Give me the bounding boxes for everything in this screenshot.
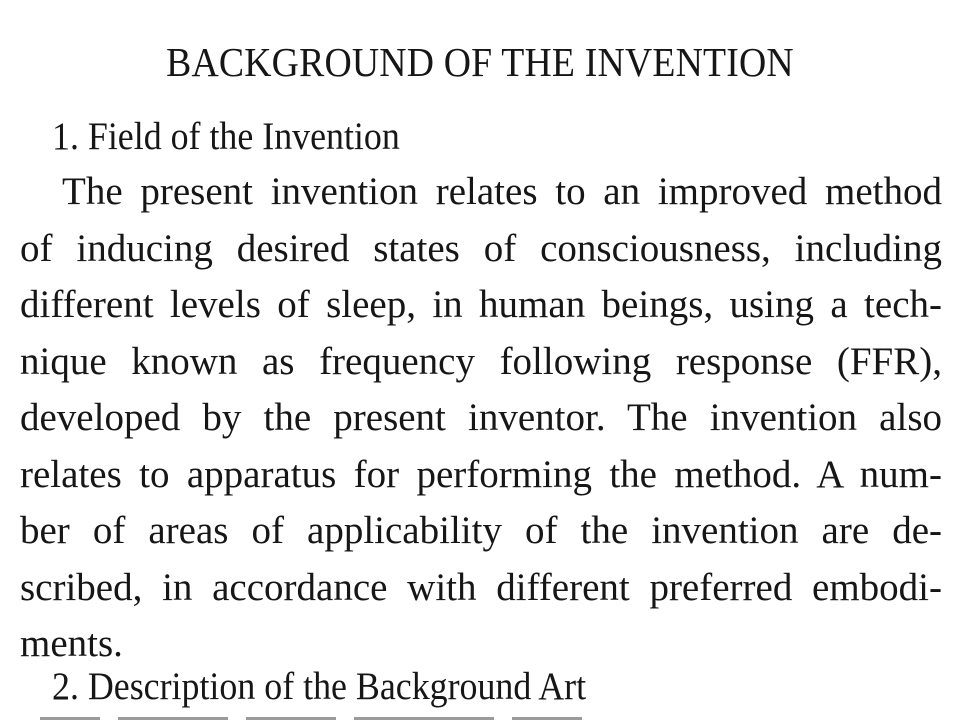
cutoff-next-line <box>40 708 600 720</box>
paragraph-line: ber of areas of applicability of the invention are de- <box>20 509 942 552</box>
paragraph-line: relates to apparatus for performing the method. A num- <box>20 452 942 496</box>
paragraph-line: ments. <box>20 622 123 665</box>
paragraph-line: nique known as frequency following response (FFR), <box>20 339 942 383</box>
paragraph-line: different levels of sleep, in human beings, using a tech- <box>20 283 942 326</box>
paragraph-line: developed by the present inventor. The invention also <box>20 396 942 439</box>
paragraph-line: of inducing desired states of consciousness, including <box>20 226 942 270</box>
field-of-invention-paragraph <box>20 164 942 673</box>
section-title-background-art: 2. Description of the Background Art <box>52 665 587 708</box>
paragraph-line: scribed, in accordance with different preferred embodi- <box>20 565 942 609</box>
paragraph-line: The present invention relates to an improved method <box>62 170 942 213</box>
section-title-field-of-invention: 1. Field of the Invention <box>52 115 400 158</box>
document-heading: BACKGROUND OF THE INVENTION <box>166 39 794 85</box>
